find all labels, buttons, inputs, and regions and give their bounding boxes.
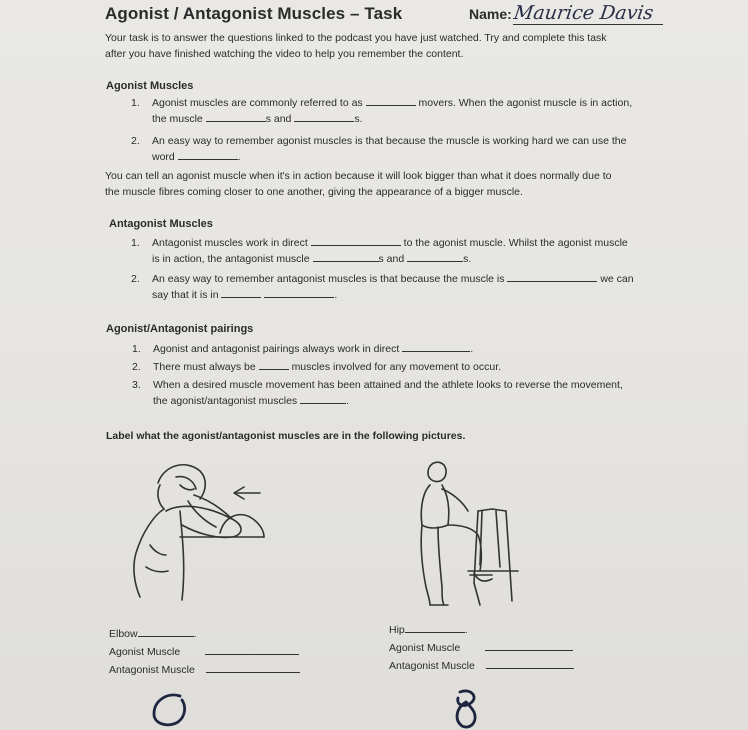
text: s and <box>265 113 292 125</box>
answer-blank[interactable] <box>485 640 573 651</box>
text: word <box>152 151 175 163</box>
left-joint-label <box>109 626 197 642</box>
text: to the agonist muscle. Whilst the agonist muscle <box>403 237 628 249</box>
handwritten-mark-right <box>448 688 488 730</box>
agonist-heading: Agonist Muscles <box>106 80 194 92</box>
text: s and <box>378 253 405 265</box>
pairings-q3-number: 3. <box>132 379 141 391</box>
text: s. <box>463 253 472 265</box>
antagonist-q1-line2 <box>152 251 471 267</box>
hip-flexion-illustration <box>408 455 548 615</box>
answer-blank[interactable] <box>300 393 346 404</box>
student-name-handwriting: Maurice Davis <box>512 2 655 24</box>
agonist-q1-number: 1. <box>131 97 140 109</box>
handwritten-mark-left <box>148 690 198 730</box>
text: . <box>237 151 241 163</box>
text: There must always be <box>153 361 256 373</box>
text: is in action, the antagonist muscle <box>152 253 310 265</box>
intro-line-2: after you have finished watching the video to help you remember the content. <box>105 48 464 60</box>
text: An easy way to remember antagonist muscles is that because the muscle is <box>152 273 505 285</box>
elbow-flexion-illustration <box>120 455 280 605</box>
text: Agonist Muscle <box>389 642 461 654</box>
text: Agonist Muscle <box>109 646 181 658</box>
antagonist-heading: Antagonist Muscles <box>109 218 213 230</box>
answer-blank[interactable] <box>259 359 289 370</box>
text: muscles involved for any movement to occur. <box>291 361 502 373</box>
text: Hip <box>389 624 405 636</box>
right-antagonist-label <box>389 658 574 674</box>
text: Antagonist Muscle <box>389 660 475 672</box>
pairings-q3-line2 <box>153 393 349 409</box>
answer-blank[interactable] <box>311 235 401 246</box>
pairings-q2-number: 2. <box>132 361 141 373</box>
agonist-q2-line1: An easy way to remember agonist muscles is that because the muscle is working hard we can use the <box>152 135 627 147</box>
left-agonist-label <box>109 644 299 660</box>
text: . <box>464 624 468 636</box>
pairings-q1-number: 1. <box>132 343 141 355</box>
text: s. <box>354 113 363 125</box>
antagonist-q2-number: 2. <box>131 273 140 285</box>
text: . <box>470 343 474 355</box>
answer-blank[interactable] <box>366 95 416 106</box>
answer-blank[interactable] <box>313 251 379 262</box>
answer-blank[interactable] <box>206 111 266 122</box>
agonist-note-line-2: the muscle fibres coming closer to one another, giving the appearance of a bigger muscle. <box>105 186 523 198</box>
text: . <box>193 628 197 640</box>
pairings-q1 <box>153 341 473 357</box>
text: say that it is in <box>152 289 219 301</box>
label-instruction: Label what the agonist/antagonist muscles are in the following pictures. <box>106 430 466 442</box>
text: . <box>334 289 338 301</box>
text: Antagonist muscles work in direct <box>152 237 308 249</box>
answer-blank[interactable] <box>405 622 465 633</box>
agonist-q2-number: 2. <box>131 135 140 147</box>
antagonist-q1-number: 1. <box>131 237 140 249</box>
answer-blank[interactable] <box>205 644 299 655</box>
antagonist-q1-line1 <box>152 235 628 251</box>
page-title: Agonist / Antagonist Muscles – Task <box>105 4 403 23</box>
pairings-q2 <box>153 359 501 375</box>
antagonist-q2-line2 <box>152 287 337 303</box>
text: the agonist/antagonist muscles <box>153 395 298 407</box>
text: the muscle <box>152 113 203 125</box>
text: movers. When the agonist muscle is in action, <box>418 97 633 109</box>
pairings-q3-line1: When a desired muscle movement has been attained and the athlete looks to reverse the movement, <box>153 379 623 391</box>
answer-blank[interactable] <box>138 626 194 637</box>
answer-blank[interactable] <box>507 271 597 282</box>
agonist-q2-line2 <box>152 149 241 165</box>
right-agonist-label <box>389 640 573 656</box>
right-joint-label <box>389 622 468 638</box>
text: Agonist muscles are commonly referred to as <box>152 97 363 109</box>
text: we can <box>600 273 634 285</box>
answer-blank[interactable] <box>221 287 261 298</box>
text: . <box>346 395 350 407</box>
pairings-heading: Agonist/Antagonist pairings <box>106 323 254 335</box>
answer-blank[interactable] <box>486 658 574 669</box>
text: Agonist and antagonist pairings always work in direct <box>153 343 400 355</box>
answer-blank[interactable] <box>206 662 300 673</box>
left-antagonist-label <box>109 662 300 678</box>
answer-blank[interactable] <box>294 111 354 122</box>
text: Antagonist Muscle <box>109 664 195 676</box>
name-label: Name: <box>469 6 512 22</box>
agonist-q1-line1 <box>152 95 632 111</box>
answer-blank[interactable] <box>178 149 238 160</box>
answer-blank[interactable] <box>407 251 463 262</box>
answer-blank[interactable] <box>402 341 470 352</box>
answer-blank[interactable] <box>264 287 334 298</box>
agonist-note-line-1: You can tell an agonist muscle when it's in action because it will look bigger than what it does normally due to <box>105 170 612 182</box>
intro-line-1: Your task is to answer the questions linked to the podcast you have just watched. Try and complete this task <box>105 32 607 44</box>
antagonist-q2-line1 <box>152 271 634 287</box>
agonist-q1-line2 <box>152 111 362 127</box>
text: Elbow <box>109 628 138 640</box>
